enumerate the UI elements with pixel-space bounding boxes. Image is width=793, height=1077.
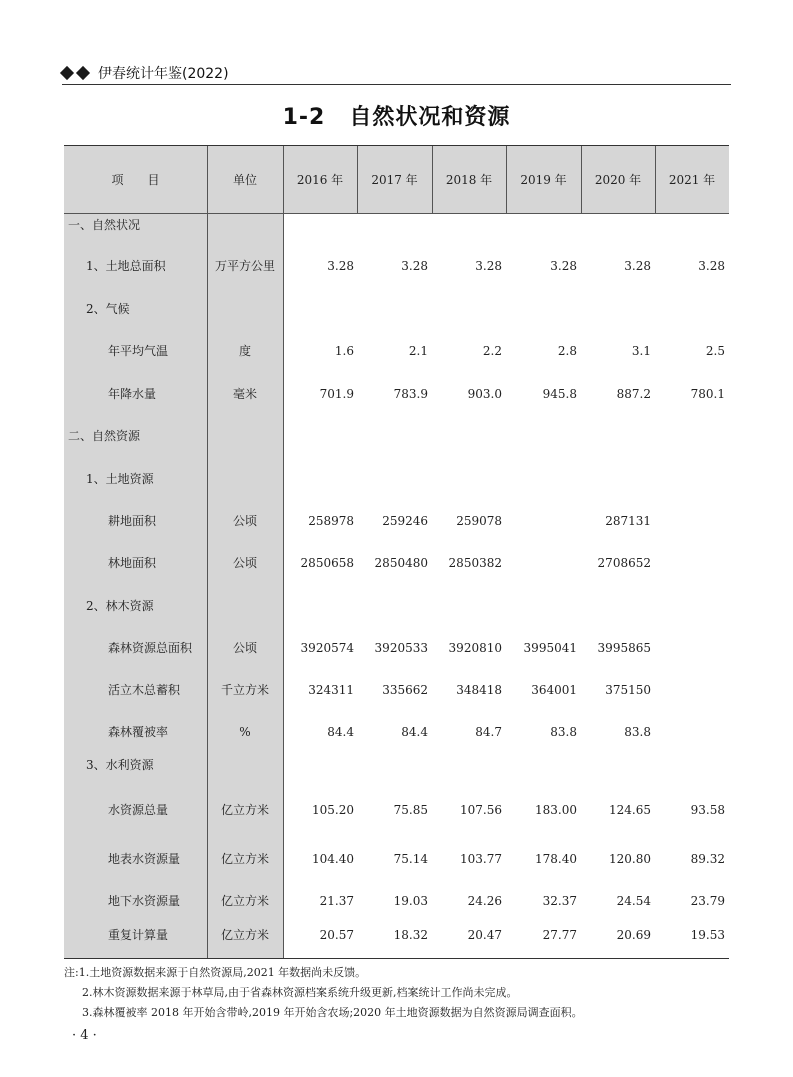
cell-value: 24.54 xyxy=(616,894,651,908)
cell-value: 3.28 xyxy=(401,259,428,273)
cell-value: 2850480 xyxy=(374,556,428,570)
table-title: 自然状况和资源 xyxy=(349,105,511,130)
row-unit: 公顷 xyxy=(232,556,257,570)
cell-value: 259246 xyxy=(382,514,428,528)
cell-value: 83.8 xyxy=(550,725,577,739)
row-unit: 亿立方米 xyxy=(220,852,269,866)
cell-value: 3995041 xyxy=(523,641,577,655)
row-unit: 万平方公里 xyxy=(214,259,275,273)
cell-value: 364001 xyxy=(531,683,577,697)
footnote: 2.林木资源数据来源于林草局,由于省森林资源档案系统升级更新,档案统计工作尚未完成。 xyxy=(82,986,518,999)
table-row xyxy=(64,384,729,404)
table-row xyxy=(64,553,729,573)
row-unit: 亿立方米 xyxy=(220,928,269,942)
cell-value: 3920533 xyxy=(374,641,428,655)
row-unit: 公顷 xyxy=(232,514,257,528)
cell-value: 103.77 xyxy=(460,852,502,866)
cell-value: 2708652 xyxy=(597,556,651,570)
row-label: 水资源总量 xyxy=(108,803,169,817)
cell-value: 3.28 xyxy=(550,259,577,273)
row-label: 2、林木资源 xyxy=(86,599,154,613)
cell-value: 3.28 xyxy=(327,259,354,273)
table-row xyxy=(64,849,729,869)
table-row xyxy=(64,891,729,911)
cell-value: 183.00 xyxy=(535,803,577,817)
header-year: 2021 年 xyxy=(668,173,716,187)
header-year: 2017 年 xyxy=(371,173,418,187)
header-rule xyxy=(62,84,731,85)
header-year: 2018 年 xyxy=(445,173,493,187)
cell-value: 3.1 xyxy=(631,344,651,358)
cell-value: 107.56 xyxy=(460,803,502,817)
cell-value: 84.4 xyxy=(327,725,354,739)
row-label: 林地面积 xyxy=(108,556,157,570)
cell-value: 20.47 xyxy=(467,928,502,942)
cell-value: 780.1 xyxy=(690,387,725,401)
table-row xyxy=(64,341,729,361)
cell-value: 89.32 xyxy=(690,852,725,866)
header-divider xyxy=(64,213,729,214)
table-row xyxy=(64,469,729,489)
row-unit: 亿立方米 xyxy=(220,894,269,908)
page-title xyxy=(0,100,793,131)
label-column-background xyxy=(64,213,283,958)
cell-value: 783.9 xyxy=(393,387,428,401)
cell-value: 335662 xyxy=(382,683,428,697)
table-bottom-rule xyxy=(64,958,729,959)
table-row xyxy=(64,925,729,945)
cell-value: 75.14 xyxy=(393,852,428,866)
table-number: 1-2 xyxy=(282,105,326,130)
running-header xyxy=(62,62,229,84)
diamond-icon xyxy=(76,66,90,80)
row-label: 1、土地总面积 xyxy=(86,259,166,273)
cell-value: 903.0 xyxy=(467,387,502,401)
cell-value: 24.26 xyxy=(467,894,502,908)
cell-value: 19.53 xyxy=(690,928,725,942)
row-label: 二、自然资源 xyxy=(68,429,141,443)
row-unit: 公顷 xyxy=(232,641,257,655)
cell-value: 2.2 xyxy=(482,344,502,358)
table-row xyxy=(64,299,729,319)
row-label: 森林资源总面积 xyxy=(108,641,193,655)
cell-value: 2850658 xyxy=(300,556,354,570)
header-item: 项 目 xyxy=(111,173,160,187)
statistics-table xyxy=(64,145,729,958)
row-label: 活立木总蓄积 xyxy=(108,683,181,697)
cell-value: 945.8 xyxy=(542,387,577,401)
table-row xyxy=(64,722,729,742)
diamond-icon xyxy=(60,66,74,80)
cell-value: 75.85 xyxy=(393,803,428,817)
cell-value: 287131 xyxy=(605,514,651,528)
book-title: 伊春统计年鉴(2022) xyxy=(98,66,229,82)
row-unit: 度 xyxy=(238,344,251,358)
cell-value: 375150 xyxy=(605,683,651,697)
cell-value: 3.28 xyxy=(475,259,502,273)
cell-value: 32.37 xyxy=(542,894,577,908)
footnote: 3.森林覆被率 2018 年开始含带岭,2019 年开始含农场;2020 年土地资源数据为自然资源局调查面积。 xyxy=(82,1006,583,1019)
cell-value: 2.1 xyxy=(408,344,428,358)
table-row xyxy=(64,755,729,775)
row-label: 耕地面积 xyxy=(108,514,157,528)
cell-value: 348418 xyxy=(456,683,502,697)
cell-value: 84.4 xyxy=(401,725,428,739)
row-label: 2、气候 xyxy=(86,302,130,316)
cell-value: 23.79 xyxy=(690,894,725,908)
row-label: 1、土地资源 xyxy=(86,472,154,486)
cell-value: 93.58 xyxy=(690,803,725,817)
table-row xyxy=(64,638,729,658)
table-row xyxy=(64,596,729,616)
cell-value: 124.65 xyxy=(609,803,651,817)
row-label: 年平均气温 xyxy=(108,344,169,358)
table-row xyxy=(64,215,729,235)
row-label: 年降水量 xyxy=(108,387,157,401)
table-row xyxy=(64,800,729,820)
cell-value: 1.6 xyxy=(334,344,354,358)
footnote: 注:1.土地资源数据来源于自然资源局,2021 年数据尚未反馈。 xyxy=(64,966,367,979)
cell-value: 104.40 xyxy=(312,852,354,866)
cell-value: 178.40 xyxy=(535,852,577,866)
cell-value: 20.69 xyxy=(616,928,651,942)
row-unit: % xyxy=(239,725,251,739)
cell-value: 27.77 xyxy=(542,928,577,942)
cell-value: 258978 xyxy=(308,514,354,528)
row-label: 3、水利资源 xyxy=(86,758,154,772)
cell-value: 83.8 xyxy=(624,725,651,739)
cell-value: 84.7 xyxy=(475,725,502,739)
cell-value: 120.80 xyxy=(609,852,651,866)
cell-value: 2.8 xyxy=(557,344,577,358)
cell-value: 3920810 xyxy=(448,641,502,655)
cell-value: 3995865 xyxy=(597,641,651,655)
cell-value: 19.03 xyxy=(393,894,428,908)
cell-value: 105.20 xyxy=(312,803,354,817)
cell-value: 259078 xyxy=(456,514,502,528)
page-number: · 4 · xyxy=(72,1028,97,1043)
row-label: 一、自然状况 xyxy=(68,218,141,232)
cell-value: 324311 xyxy=(308,683,354,697)
row-label: 地下水资源量 xyxy=(108,894,181,908)
table-row xyxy=(64,680,729,700)
header-year: 2019 年 xyxy=(520,173,567,187)
table-row xyxy=(64,256,729,276)
cell-value: 18.32 xyxy=(393,928,428,942)
table-row xyxy=(64,511,729,531)
row-unit: 千立方米 xyxy=(220,683,269,697)
cell-value: 3920574 xyxy=(300,641,354,655)
header-year: 2020 年 xyxy=(594,173,642,187)
cell-value: 3.28 xyxy=(698,259,725,273)
table-row xyxy=(64,426,729,446)
row-label: 重复计算量 xyxy=(108,928,169,942)
row-label: 地表水资源量 xyxy=(108,852,181,866)
cell-value: 887.2 xyxy=(616,387,651,401)
header-year: 2016 年 xyxy=(296,173,344,187)
row-unit: 毫米 xyxy=(232,387,257,401)
cell-value: 3.28 xyxy=(624,259,651,273)
row-label: 森林覆被率 xyxy=(108,725,169,739)
header-unit: 单位 xyxy=(232,173,257,187)
footnotes xyxy=(64,963,583,1023)
cell-value: 21.37 xyxy=(319,894,354,908)
cell-value: 701.9 xyxy=(319,387,354,401)
cell-value: 2850382 xyxy=(448,556,502,570)
cell-value: 20.57 xyxy=(319,928,354,942)
cell-value: 2.5 xyxy=(705,344,725,358)
row-unit: 亿立方米 xyxy=(220,803,269,817)
